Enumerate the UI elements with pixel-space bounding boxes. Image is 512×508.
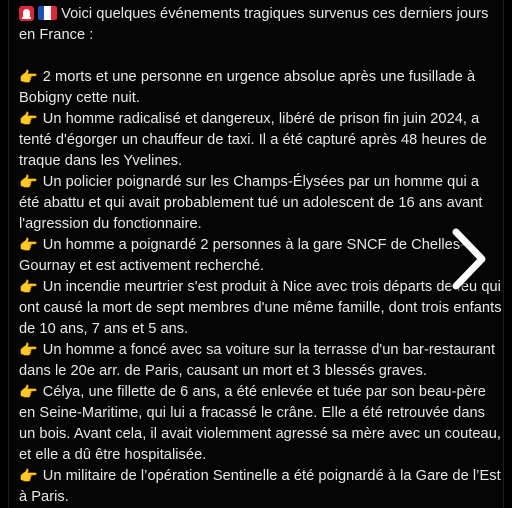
pointing-hand-icon: 👉	[19, 110, 38, 128]
pointing-hand-icon: 👉	[19, 278, 38, 296]
list-item	[19, 277, 503, 340]
list-item	[19, 172, 503, 235]
post-text	[19, 4, 503, 508]
pointing-hand-icon: 👉	[19, 236, 38, 254]
pointing-hand-icon: 👉	[19, 467, 38, 485]
list-item-text: Un homme a foncé avec sa voiture sur la terrasse d'un bar-restaurant dans le 20e arr. de Paris, causant un mort et 3 blessés graves.	[19, 342, 496, 379]
list-item-text: Célya, une fillette de 6 ans, a été enlevée et tuée par son beau-père en Seine-Maritime, qui lui a fracassé le crâne. Elle a été retrouvée dans un bois. Avant cela, il avait violemment agressé sa mère avec un couteau, et elle a dû être hospitalisée.	[19, 384, 501, 463]
list-item-text: Un incendie meurtrier s'est produit à Nice avec trois départs de feu qui ont causé la mort de sept membres d'une même famille, dont trois enfants de 10 ans, 7 ans et 5 ans.	[19, 279, 502, 337]
next-button[interactable]	[440, 222, 500, 296]
list-item-text: 2 morts et une personne en urgence absolue après une fusillade à Bobigny cette nuit.	[19, 69, 476, 106]
siren-icon	[19, 6, 34, 21]
list-item	[19, 382, 503, 466]
list-item	[19, 67, 503, 109]
pointing-hand-icon: 👉	[19, 383, 38, 401]
blank-line	[19, 46, 503, 67]
list-item-text: Un homme a poignardé 2 personnes à la gare SNCF de Chelles-Gournay et est activement recherché.	[19, 237, 466, 274]
list-item	[19, 235, 503, 277]
list-item	[19, 109, 503, 172]
list-item	[19, 340, 503, 382]
chevron-right-icon	[440, 222, 500, 296]
pointing-hand-icon: 👉	[19, 341, 38, 359]
list-item-text: Un homme radicalisé et dangereux, libéré de prison fin juin 2024, a tenté d'égorger un chauffeur de taxi. Il a été capturé après 48 heures de traque dans les Yvelines.	[19, 111, 487, 169]
france-flag-icon	[38, 6, 57, 20]
pointing-hand-icon: 👉	[19, 68, 38, 86]
pointing-hand-icon: 👉	[19, 173, 38, 191]
intro-paragraph	[19, 4, 503, 46]
list-item-text: Un militaire de l’opération Sentinelle a été poignardé à la Gare de l’Est à Paris.	[19, 468, 501, 505]
intro-text: Voici quelques événements tragiques survenus ces derniers jours en France :	[19, 6, 489, 43]
list-item	[19, 466, 503, 508]
list-item-text: Un policier poignardé sur les Champs-Élysées par un homme qui a été abattu et qui avait probablement tué un adolescent de 16 ans avant l'agression du fonctionnaire.	[19, 174, 483, 232]
post-container	[8, 0, 504, 508]
